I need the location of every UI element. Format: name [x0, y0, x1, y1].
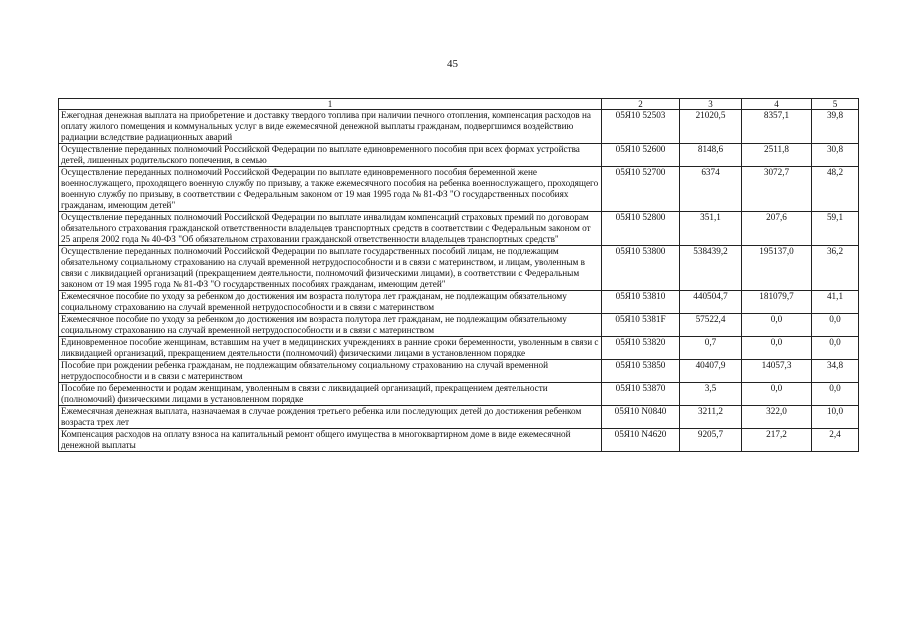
- value-col3-cell: 8148,6: [680, 144, 742, 167]
- description-cell: Ежемесячное пособие по уходу за ребенком до достижения им возраста полутора лет гражданам, не подлежащим обязательному социальному страхованию на случай временной нетрудоспособности и в связи с материнством: [59, 291, 602, 314]
- value-col4-cell: 195137,0: [742, 246, 812, 291]
- code-cell: 05Я10 53820: [602, 337, 680, 360]
- value-col3-cell: 351,1: [680, 212, 742, 246]
- code-cell: 05Я10 52503: [602, 110, 680, 144]
- table-row: [59, 337, 859, 360]
- value-col3-cell: 9205,7: [680, 429, 742, 452]
- header-cell-2: 2: [602, 99, 680, 110]
- value-col4-cell: 322,0: [742, 406, 812, 429]
- header-cell-1: 1: [59, 99, 602, 110]
- table-row: [59, 291, 859, 314]
- value-col4-cell: 207,6: [742, 212, 812, 246]
- code-cell: 05Я10 52800: [602, 212, 680, 246]
- code-cell: 05Я10 N0840: [602, 406, 680, 429]
- description-cell: Компенсация расходов на оплату взноса на капитальный ремонт общего имущества в многоквартирном доме в виде ежемесячной денежной выплаты: [59, 429, 602, 452]
- value-col5-cell: 34,8: [812, 360, 859, 383]
- description-cell: Осуществление переданных полномочий Российской Федерации по выплате единовременного пособия при всех формах устройства детей, лишенных родительского попечения, в семью: [59, 144, 602, 167]
- value-col3-cell: 6374: [680, 167, 742, 212]
- value-col4-cell: 3072,7: [742, 167, 812, 212]
- value-col5-cell: 0,0: [812, 314, 859, 337]
- description-cell: Ежемесячное пособие по уходу за ребенком до достижения им возраста полутора лет гражданам, не подлежащим обязательному социальному страхованию на случай временной нетрудоспособности и в связи с материнством: [59, 314, 602, 337]
- value-col4-cell: 0,0: [742, 337, 812, 360]
- value-col4-cell: 217,2: [742, 429, 812, 452]
- value-col5-cell: 30,8: [812, 144, 859, 167]
- value-col4-cell: 0,0: [742, 314, 812, 337]
- description-cell: Ежемесячная денежная выплата, назначаемая в случае рождения третьего ребенка или последующих детей до достижения ребенком возраста трех лет: [59, 406, 602, 429]
- value-col5-cell: 41,1: [812, 291, 859, 314]
- value-col5-cell: 59,1: [812, 212, 859, 246]
- value-col3-cell: 440504,7: [680, 291, 742, 314]
- code-cell: 05Я10 52600: [602, 144, 680, 167]
- table-row: [59, 246, 859, 291]
- value-col4-cell: 8357,1: [742, 110, 812, 144]
- budget-table: [58, 98, 859, 452]
- description-cell: Осуществление переданных полномочий Российской Федерации по выплате государственных пособий лицам, не подлежащим обязательному социальному страхованию на случай временной нетрудоспособности и в связи с материнством, и лицам, уволенным в связи с ликвидацией организаций (прекращением деятельности, полномочий физическими лицами), в соответствии с Федеральным законом от 19 мая 1995 года № 81-ФЗ "О государственных пособиях гражданам, имеющим детей": [59, 246, 602, 291]
- header-cell-5: 5: [812, 99, 859, 110]
- code-cell: 05Я10 53810: [602, 291, 680, 314]
- value-col3-cell: 0,7: [680, 337, 742, 360]
- table-header-row: [59, 99, 859, 110]
- table-row: [59, 212, 859, 246]
- value-col5-cell: 48,2: [812, 167, 859, 212]
- code-cell: 05Я10 5381F: [602, 314, 680, 337]
- table-row: [59, 110, 859, 144]
- table-row: [59, 167, 859, 212]
- value-col4-cell: 14057,3: [742, 360, 812, 383]
- value-col3-cell: 21020,5: [680, 110, 742, 144]
- table-row: [59, 429, 859, 452]
- description-cell: Ежегодная денежная выплата на приобретение и доставку твердого топлива при наличии печного отопления, компенсация расходов на оплату жилого помещения и коммунальных услуг в виде ежемесячной денежной выплаты гражданам, подвергшимся воздействию радиации вследствие радиационных аварий: [59, 110, 602, 144]
- code-cell: 05Я10 N4620: [602, 429, 680, 452]
- value-col5-cell: 36,2: [812, 246, 859, 291]
- description-cell: Пособие при рождении ребенка гражданам, не подлежащим обязательному социальному страхованию на случай временной нетрудоспособности и в связи с материнством: [59, 360, 602, 383]
- value-col5-cell: 0,0: [812, 383, 859, 406]
- value-col4-cell: 0,0: [742, 383, 812, 406]
- description-cell: Единовременное пособие женщинам, вставшим на учет в медицинских учреждениях в ранние сроки беременности, уволенным в связи с ликвидацией организаций, прекращением деятельности (полномочий) физическими лицами в установленном порядке: [59, 337, 602, 360]
- value-col5-cell: 2,4: [812, 429, 859, 452]
- value-col3-cell: 3211,2: [680, 406, 742, 429]
- table-body: [59, 99, 859, 452]
- value-col3-cell: 40407,9: [680, 360, 742, 383]
- table-row: [59, 406, 859, 429]
- table-row: [59, 144, 859, 167]
- page-number: 45: [447, 58, 458, 70]
- value-col5-cell: 10,0: [812, 406, 859, 429]
- value-col4-cell: 181079,7: [742, 291, 812, 314]
- value-col3-cell: 3,5: [680, 383, 742, 406]
- description-cell: Осуществление переданных полномочий Российской Федерации по выплате инвалидам компенсаций страховых премий по договорам обязательного страхования гражданской ответственности владельцев транспортных средств в соответствии с Федеральным законом от 25 апреля 2002 года № 40-ФЗ "Об обязательном страховании гражданской ответственности владельцев транспортных средств": [59, 212, 602, 246]
- value-col4-cell: 2511,8: [742, 144, 812, 167]
- code-cell: 05Я10 53800: [602, 246, 680, 291]
- header-cell-3: 3: [680, 99, 742, 110]
- description-cell: Осуществление переданных полномочий Российской Федерации по выплате единовременного пособия беременной жене военнослужащего, проходящего военную службу по призыву, а также ежемесячного пособия на ребенка военнослужащего, проходящего военную службу по призыву, в соответствии с Федеральным законом от 19 мая 1995 года № 81-ФЗ "О государственных пособиях гражданам, имеющим детей": [59, 167, 602, 212]
- value-col3-cell: 538439,2: [680, 246, 742, 291]
- code-cell: 05Я10 53870: [602, 383, 680, 406]
- value-col5-cell: 39,8: [812, 110, 859, 144]
- code-cell: 05Я10 52700: [602, 167, 680, 212]
- table-row: [59, 314, 859, 337]
- value-col5-cell: 0,0: [812, 337, 859, 360]
- code-cell: 05Я10 53850: [602, 360, 680, 383]
- value-col3-cell: 57522,4: [680, 314, 742, 337]
- table-row: [59, 383, 859, 406]
- header-cell-4: 4: [742, 99, 812, 110]
- table-row: [59, 360, 859, 383]
- description-cell: Пособие по беременности и родам женщинам, уволенным в связи с ликвидацией организаций, прекращением деятельности (полномочий) физическими лицами в установленном порядке: [59, 383, 602, 406]
